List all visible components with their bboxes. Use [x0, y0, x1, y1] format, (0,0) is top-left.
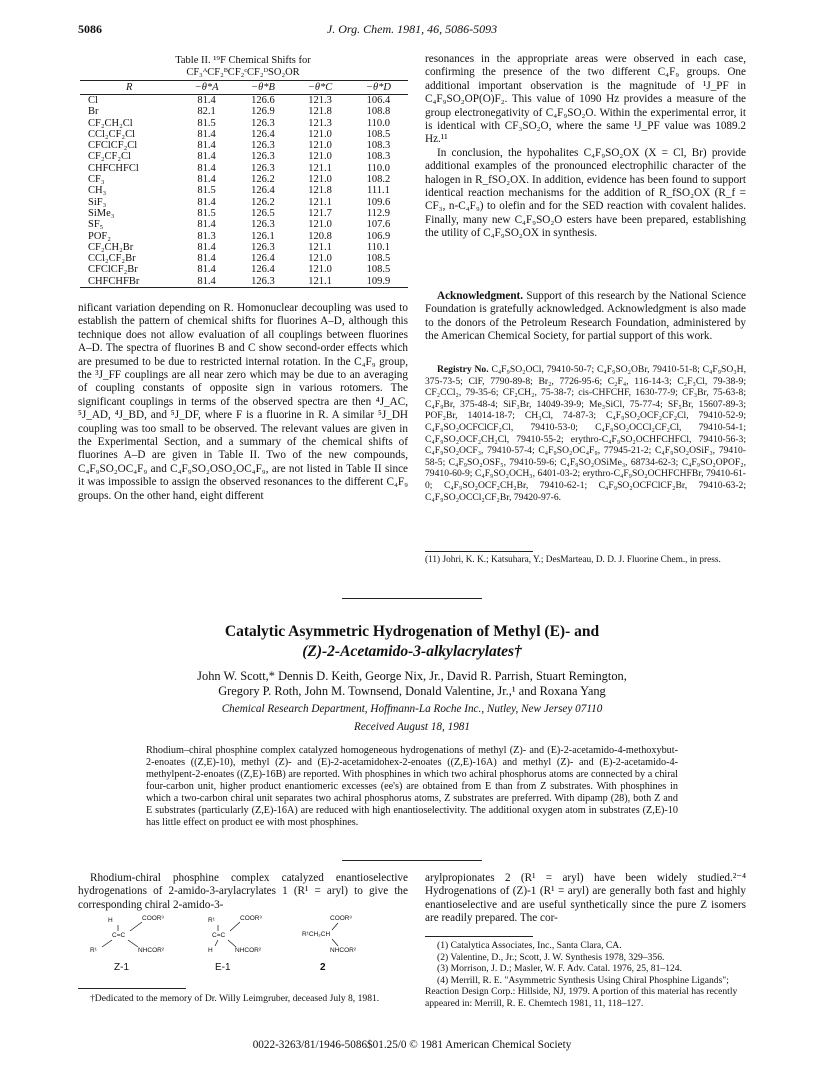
shift-value-cell: 110.1 [366, 241, 391, 253]
shift-value-cell: 81.4 [197, 241, 216, 253]
shift-value-cell: 121.1 [308, 162, 332, 174]
substituent-cell: CFClCF₂Br [88, 264, 138, 276]
struct-e1-ceq: C=C [212, 932, 226, 939]
shift-value-cell: 121.0 [308, 140, 332, 152]
shift-value-cell: 126.4 [251, 128, 275, 140]
authors-line1: John W. Scott,* Dennis D. Keith, George Nix, Jr., David R. Parrish, Stuart Remington, [197, 669, 627, 683]
received-date: Received August 18, 1981 [354, 721, 470, 733]
struct-z1-coor: COOR³ [142, 915, 164, 922]
substituent-cell: CHFCHFCl [88, 162, 139, 174]
shift-value-cell: 121.1 [308, 241, 332, 253]
shift-value-cell: 126.5 [251, 207, 275, 219]
chemical-shift-table [80, 80, 408, 288]
shift-value-cell: 106.4 [366, 95, 391, 106]
substituent-cell: SiMe₃ [88, 207, 115, 219]
footnote: (4) Merrill, R. E. "Asymmetric Synthesis Using Chiral Phosphine Ligands"; Reaction Design Corp.: Hillside, NJ, 1979. A portion of this material has recently appeared in: Merrill, R. E. Chemtech 1981, 11, 118–127. [425, 974, 738, 1009]
substituent-cell: CCl₂CF₂Br [88, 253, 136, 265]
dedication-note: †Dedicated to the memory of Dr. Willy Leimgruber, deceased July 8, 1981. [90, 993, 380, 1004]
shift-value-cell: 126.3 [251, 151, 275, 163]
footnote: (3) Morrison, J. D.; Masler, W. F. Adv. Catal. 1976, 25, 81–124. [437, 963, 682, 974]
left-column-text [78, 302, 408, 503]
substituent-cell: CH₃ [88, 185, 107, 197]
right-column-text [425, 53, 746, 241]
authors-line2: Gregory P. Roth, John M. Townsend, Donald Valentine, Jr.,¹ and Roxana Yang [218, 684, 606, 698]
table-row [80, 219, 408, 230]
shift-value-cell: 121.8 [308, 106, 332, 118]
page-number: 5086 [78, 22, 102, 36]
shift-value-cell: 120.8 [308, 230, 332, 242]
struct-2-nhcor: NHCOR² [330, 947, 356, 954]
shift-value-cell: 108.5 [366, 264, 391, 276]
acknowledgment [425, 290, 746, 344]
substituent-cell: POF₂ [88, 230, 111, 242]
shift-value-cell: 126.4 [251, 253, 275, 265]
substituent-cell: CF₂CH₂Cl [88, 117, 133, 129]
table-row [80, 208, 408, 219]
substituent-cell: Br [88, 106, 99, 118]
struct-e1-nhcor: NHCOR² [235, 947, 261, 954]
reference-11: (11) Johri, K. K.; Katsuhara, Y.; DesMarteau, D. D. J. Fluorine Chem., in press. [425, 555, 721, 565]
substituent-cell: CF₂CF₂Cl [88, 151, 131, 163]
struct-e1-h: H [208, 947, 213, 954]
article-title [78, 622, 746, 662]
footnotes [425, 940, 746, 1009]
shift-value-cell: 121.3 [308, 95, 332, 106]
shift-value-cell: 126.3 [251, 219, 275, 231]
substituent-cell: SiF₃ [88, 196, 107, 208]
shift-value-cell: 121.0 [308, 128, 332, 140]
registry-numbers [425, 364, 746, 503]
table-header-cell: −θ*B [235, 81, 291, 95]
conclusion-paragraph: In conclusion, the hypohalites C₄F₉SO₂OX (X = Cl, Br) provide additional examples of the pronounced electrophilic character of the halogen in R_fSO₂OX. In addition, evidence has been found to support identical reaction mechanisms for the addition of R_fSO₂OX (R_f = CF₃, n-C₄F₉) to olefin and for the SED reaction with covalent halides. Finally, many new C₄F₉SO₂O esters have been prepared, establishing the utility of C₄F₉SO₂OX in synthesis. [425, 146, 746, 240]
shift-value-cell: 126.3 [235, 276, 291, 288]
shift-value-cell: 108.2 [366, 174, 391, 186]
shift-value-cell: 108.8 [366, 106, 391, 118]
acknowledgment-text: Support of this research by the National Science Foundation is gratefully acknowledged. Acknowledgment is also made to the donors of the Petroleum Research Foundation, administered by the American Chemical Society, for partial support of this work. [425, 290, 747, 343]
table-row [80, 185, 408, 196]
struct-z1-ceq: C=C [112, 932, 126, 939]
shift-value-cell: 107.6 [366, 219, 391, 231]
shift-value-cell: 112.9 [366, 207, 391, 219]
shift-value-cell: 126.3 [251, 140, 275, 152]
struct-label: 2 [320, 962, 326, 972]
shift-value-cell: 121.7 [308, 207, 332, 219]
shift-value-cell: 126.2 [251, 174, 275, 186]
substituent-cell: CCl₂CF₂Cl [88, 128, 136, 140]
article-title-line2: (Z)-2-Acetamido-3-alkylacrylates† [302, 643, 522, 660]
acknowledgment-label: Acknowledgment. [437, 290, 524, 302]
table-body [80, 95, 408, 288]
struct-z1-r1: R¹ [90, 947, 97, 954]
shift-value-cell: 121.0 [308, 264, 332, 276]
shift-value-cell: 81.4 [178, 276, 234, 288]
intro-right: arylpropionates 2 (R¹ = aryl) have been widely studied.²⁻⁴ Hydrogenations of (Z)-1 (R¹ = aryl) are generally both fast and highly enantioselective and are useful synthetically since the pure Z isomers are readily prepared. The cor- [425, 872, 746, 925]
substituent-cell: SF₅ [88, 219, 104, 231]
dedication-divider [78, 988, 186, 989]
shift-value-cell: 106.9 [366, 230, 391, 242]
table-header-cell: −θ*D [349, 81, 408, 95]
substituent-cell: CFClCF₂Cl [88, 140, 138, 152]
table-header-cell: −θ*A [178, 81, 234, 95]
shift-value-cell: 108.5 [366, 128, 391, 140]
shift-value-cell: 81.4 [197, 219, 216, 231]
substituent-cell: CHFCHFBr [80, 276, 178, 288]
shift-value-cell: 81.5 [197, 207, 216, 219]
article-title-line1: Catalytic Asymmetric Hydrogenation of Methyl (E)- and [224, 623, 600, 640]
shift-value-cell: 126.6 [251, 95, 275, 106]
shift-value-cell: 81.4 [197, 151, 216, 163]
table-row [80, 163, 408, 174]
table-header-row [80, 81, 408, 95]
registry-text: C₄F₉SO₂OCl, 79410-50-7; C₄F₉SO₂OBr, 79410-51-8; C₄F₉SO₃H, 375-73-5; ClF, 7790-89-8; Br₂, 7726-95-6; C₂F₄, 116-14-3; C₂F₃Cl, 79-38-9; CF₂CCl₂, 79-35-6; CF₂CH₂, 75-38-7; cis-CHFCHF, 1630-77-9; CF₃Br, 75-63-8; C₄F₉Br, 375-48-4; SiF₃Br, 14049-39-9; Me₃SiCl, 75-77-4; SF₅Br, 15607-89-3; POF₂Br, 14014-18-7; CH₃Cl, 74-87-3; C₄F₉SO₂OCF₂CF₂Cl, 79410-52-9; C₄F₉SO₂OCFClCF₂Cl, 79410-53-0; C₄F₉SO₂OCCl₂CF₂Cl, 79410-54-1; C₄F₉SO₂OCF₂CH₂Cl, 79410-55-2; erythro-C₄F₉SO₂OCHFCHFCl, 79410-56-3; C₄F₉SO₂OCF₃, 79410-57-4; C₄F₉SO₂OC₄F₉, 77945-21-2; C₄F₉SO₂OSiF₃, 79410-58-5; C₄F₉SO₂OSF₅, 79410-59-6; C₄F₉SO₂OSiMe₃, 68734-62-3; C₄F₉SO₂OPOF₂, 79410-60-9; C₄F₉SO₂OCH₃, 6401-03-2; erythro-C₄F₉SO₂OCHFCHFBr, 79410-61-0; C₄F₉SO₂OCF₂CH₂Br, 79410-62-1; C₄F₉SO₂OCFClCF₂Br, 79410-63-2; C₄F₉SO₂OCCl₂CF₂Br, 79420-97-6. [425, 364, 746, 503]
struct-e1-coor: COOR³ [240, 915, 262, 922]
shift-value-cell: 81.4 [197, 162, 216, 174]
shift-value-cell: 126.1 [251, 230, 275, 242]
table-row [80, 174, 408, 185]
shift-value-cell: 121.1 [291, 276, 349, 288]
shift-value-cell: 121.0 [308, 174, 332, 186]
struct-2-coor: COOR³ [330, 915, 352, 922]
shift-value-cell: 110.0 [366, 162, 391, 174]
struct-z1-nhcor: NHCOR² [138, 947, 164, 954]
table-row [80, 242, 408, 253]
shift-value-cell: 121.0 [308, 253, 332, 265]
intro-left: Rhodium-chiral phosphine complex catalyzed enantioselective hydrogenations of 2-amido-3-arylacrylates 1 (R¹ = aryl) to give the corresponding chiral 2-amido-3- [78, 872, 408, 911]
shift-value-cell: 81.4 [197, 128, 216, 140]
article-separator [342, 598, 482, 599]
shift-value-cell: 126.3 [251, 241, 275, 253]
shift-value-cell: 121.0 [308, 151, 332, 163]
table-row [80, 264, 408, 275]
table-row [80, 129, 408, 140]
shift-value-cell: 81.4 [197, 140, 216, 152]
table-row [80, 231, 408, 242]
registry-label: Registry No. [437, 364, 489, 375]
table-row [80, 276, 408, 288]
substituent-cell: CF₃ [88, 174, 105, 186]
shift-value-cell: 126.4 [251, 185, 275, 197]
shift-value-cell: 126.3 [251, 162, 275, 174]
shift-value-cell: 82.1 [197, 106, 216, 118]
body-paragraph: resonances in the appropriate areas were observed in each case, confirming the presence of the two different C₄F₉ groups. One additional important observation is the magnitude of ¹J_PF in C₄F₉SO₂OP(O)F₂. This value of 1090 Hz provides a measure of the group electronegativity of C₄F₉SO₂O. Within the experimental error, it is identical with CF₃SO₂O, where the same ¹J_PF value was 1089.2 Hz.¹¹ [425, 53, 746, 146]
abstract: Rhodium–chiral phosphine complex catalyzed homogeneous hydrogenations of methyl (Z)- and (E)-2-acetamido-4-methoxybut-2-enoates ((Z,E)-10), methyl (Z)- and (E)-2-acetamidohex-2-enoates ((Z,E)-16A) and methyl (Z)- and (E)-2-acetamido-4-methylpent-2-enoates ((Z,E)-16B) are reported. With phosphines in which two achiral phosphorus atoms are connected by a chiral four-carbon unit, higher product enantiomeric excesses (ee's) are obtained from E than from Z substrates. With phosphines in which a two-carbon chiral unit separates two achiral phosphorus atoms, Z substrates are preferred. With dipamp (28), both Z and E substrates (particularly (Z,E)-16A) are reduced with high enantioselectivity. The additional oxygen atom in substrates (Z,E)-10 has little effect on product ee with most phosphines. [146, 745, 678, 828]
shift-value-cell: 121.0 [308, 219, 332, 231]
shift-value-cell: 81.5 [197, 117, 216, 129]
footnote: (2) Valentine, D., Jr.; Scott, J. W. Synthesis 1978, 329–356. [437, 951, 665, 963]
footnote: (1) Catalytica Associates, Inc., Santa Clara, CA. [437, 940, 622, 951]
struct-z1-h: H [108, 917, 113, 924]
table-caption [78, 55, 408, 79]
shift-value-cell: 108.5 [366, 253, 391, 265]
body-paragraph: nificant variation depending on R. Homonuclear decoupling was used to establish the pattern of chemical shifts for fluorines A–D, although this technique does not allow evaluation of all couplings between fluorines A–D. The spectra of fluorines B and C show second-order effects which are presumed to be due to restricted internal rotation. In the C₄F₉ group, the ³J_FF couplings are all near zero which may be due to an averaging of coupling constants of opposite sign in various rotomers. The significant couplings in terms of the observed spectra are then ⁴J_AC, ⁵J_AD, ⁴J_BD, and ⁵J_DF, where F is a fluorine in R. A similar ⁵J_DH coupling was too small to be observed. The relevant values are given in the Experimental Section, and a summary of the chemical shifts of fluorines A–D are given in Table II. Two of the new compounds, C₄F₉SO₂OC₄F₉ and C₄F₉SO₂OSO₂OC₄F₉, are not listed in Table II since it was impossible to assign the observed resonances to the different C₄F₉ groups. On the other hand, eight different [78, 302, 408, 502]
shift-value-cell: 126.3 [251, 117, 275, 129]
affiliation: Chemical Research Department, Hoffmann-La Roche Inc., Nutley, New Jersey 07110 [221, 703, 603, 715]
table-row [80, 95, 408, 107]
shift-value-cell: 126.9 [251, 106, 275, 118]
shift-value-cell: 121.3 [308, 117, 332, 129]
abstract-separator [342, 860, 482, 861]
table-row [80, 151, 408, 162]
shift-value-cell: 108.3 [366, 151, 391, 163]
struct-2-chain: R¹CH₂CH [302, 931, 331, 938]
journal-citation: J. Org. Chem. 1981, 46, 5086-5093 [326, 22, 498, 36]
table-header-cell: R [80, 81, 178, 95]
shift-value-cell: 126.4 [251, 264, 275, 276]
shift-value-cell: 111.1 [367, 185, 390, 197]
table-caption-line2: CF₃ᴬCF₂ᴮCF₂ᶜCF₂ᴰSO₂OR [186, 67, 300, 78]
chemical-structures [80, 912, 410, 972]
shift-value-cell: 81.3 [197, 230, 216, 242]
shift-value-cell: 81.4 [197, 253, 216, 265]
shift-value-cell: 126.2 [251, 196, 275, 208]
shift-value-cell: 81.4 [197, 196, 216, 208]
shift-value-cell: 109.6 [366, 196, 391, 208]
footnote-divider [425, 551, 533, 552]
struct-label: Z-1 [114, 962, 129, 972]
shift-value-cell: 81.5 [197, 185, 216, 197]
table-row [80, 253, 408, 264]
shift-value-cell: 110.0 [366, 117, 391, 129]
struct-label: E-1 [215, 962, 231, 972]
shift-value-cell: 81.4 [197, 174, 216, 186]
table-caption-line1: Table II. ¹⁹F Chemical Shifts for [175, 55, 311, 66]
table-row [80, 140, 408, 151]
table-row [80, 106, 408, 117]
table-row [80, 118, 408, 129]
footnotes-divider [425, 936, 533, 937]
table-header-cell: −θ*C [291, 81, 349, 95]
shift-value-cell: 121.8 [308, 185, 332, 197]
substituent-cell: CF₂CH₂Br [88, 241, 134, 253]
substituent-cell: Cl [88, 95, 98, 106]
shift-value-cell: 121.1 [308, 196, 332, 208]
shift-value-cell: 108.3 [366, 140, 391, 152]
shift-value-cell: 109.9 [349, 276, 408, 288]
copyright-line: 0022-3263/81/1946-5086$01.25/0 © 1981 American Chemical Society [252, 1039, 572, 1051]
shift-value-cell: 81.4 [197, 264, 216, 276]
author-list [78, 669, 746, 699]
table-row [80, 197, 408, 208]
struct-e1-r1: R¹ [208, 917, 215, 924]
shift-value-cell: 81.4 [197, 95, 216, 106]
